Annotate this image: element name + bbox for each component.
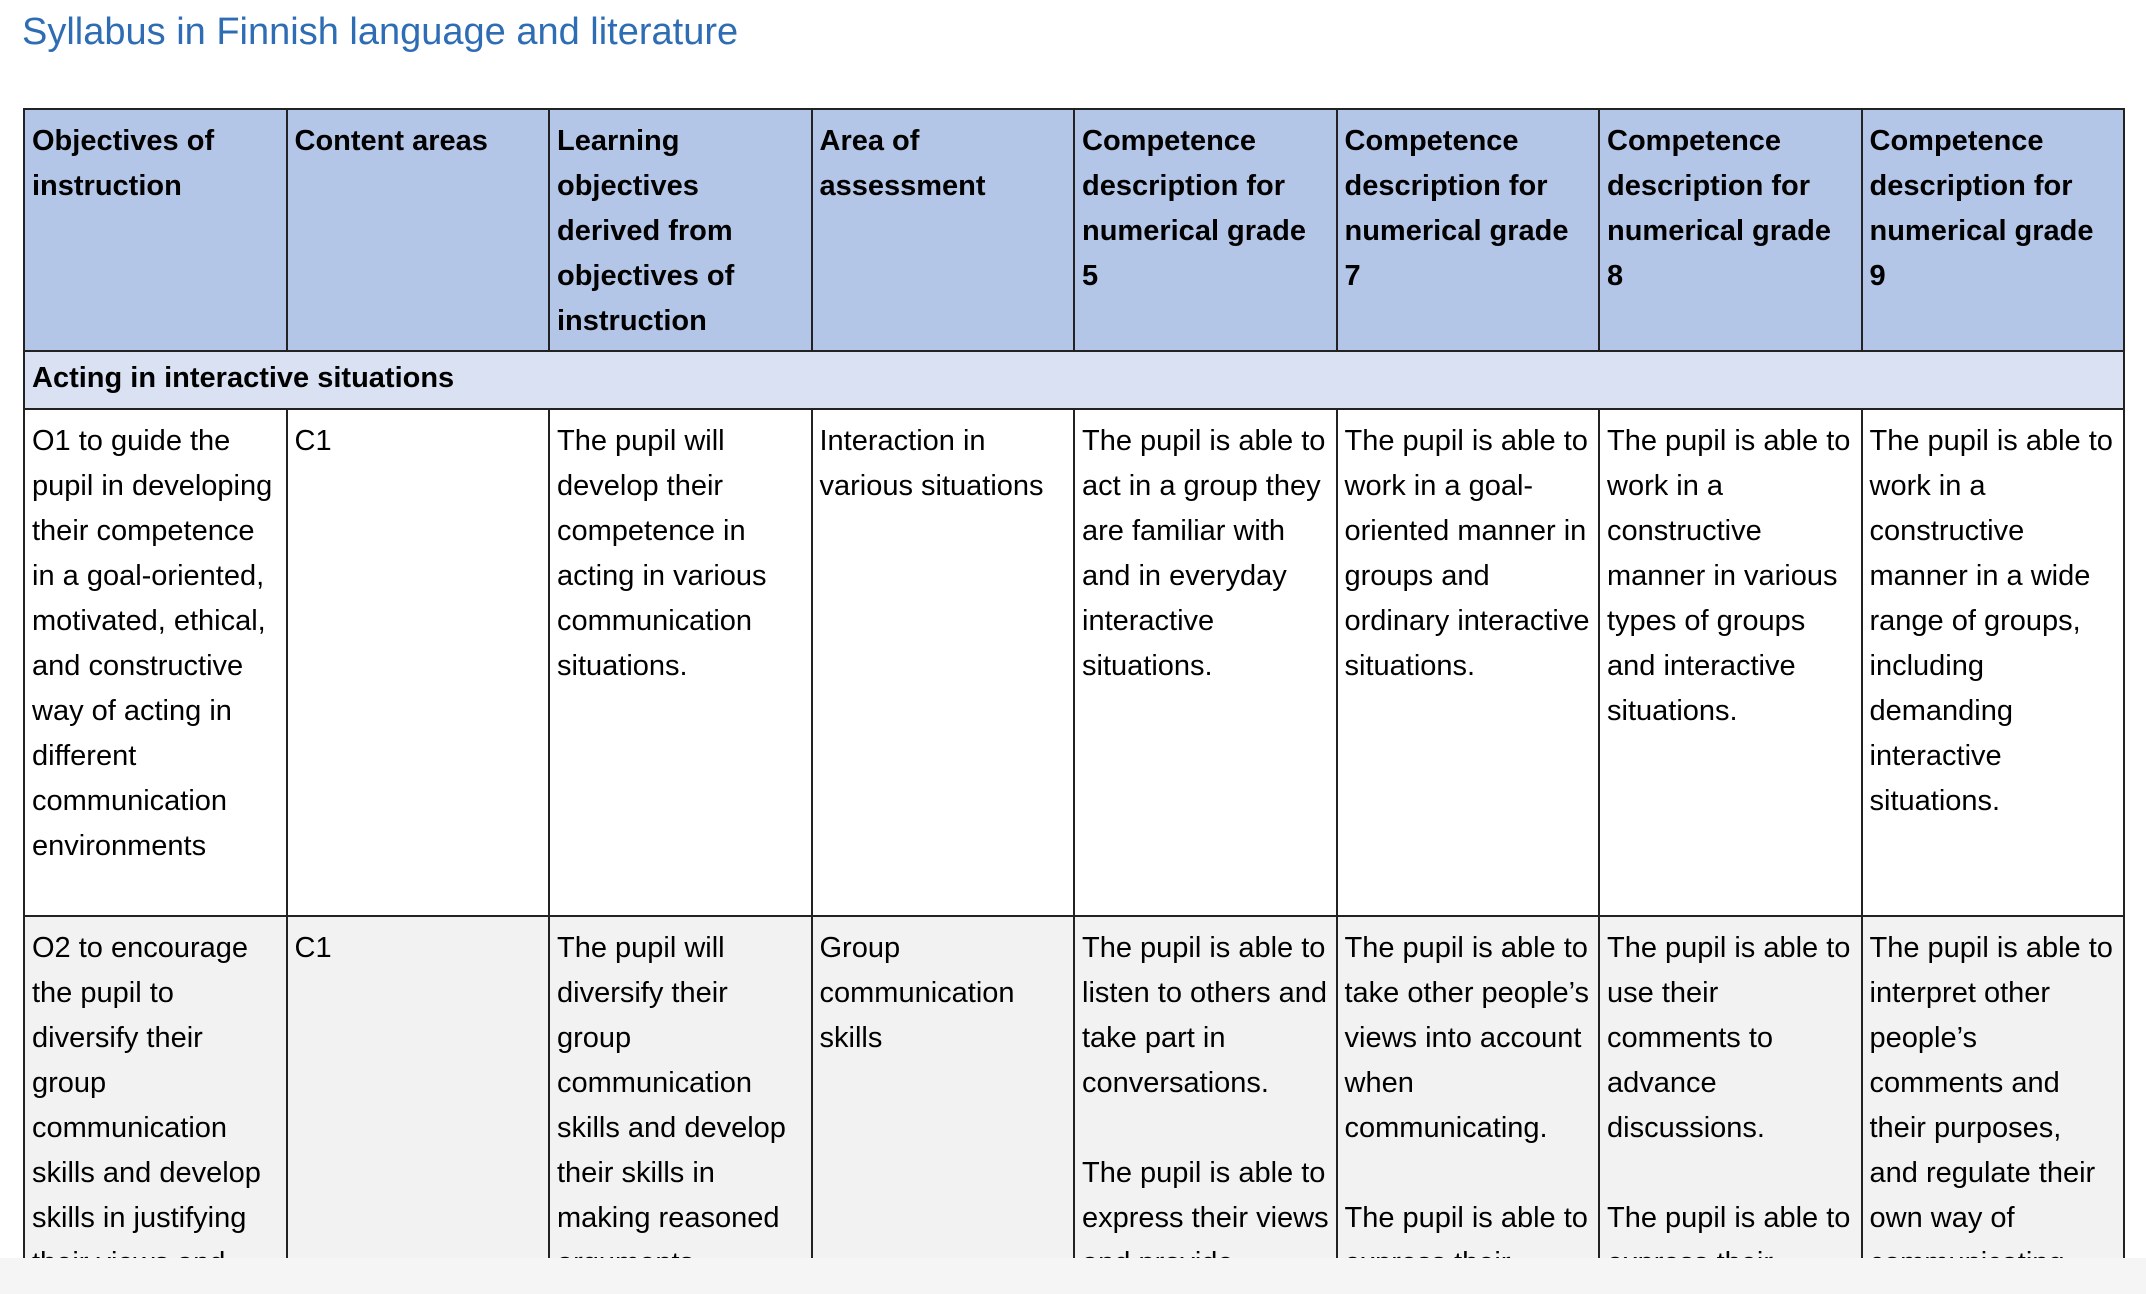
grade-7-cell: The pupil is able to work in a goal-oriented manner in groups and ordinary interactive situations. (1337, 409, 1600, 916)
header-grade-7: Competence description for numerical grade 7 (1337, 109, 1600, 351)
header-area-of-assessment: Area of assessment (812, 109, 1075, 351)
grade-7-cell: The pupil is able to take other people’s views into account when communicating. The pupil is able to (1337, 916, 1600, 1293)
header-grade-5: Competence description for numerical grade 5 (1074, 109, 1337, 351)
header-content-areas: Content areas (287, 109, 550, 351)
header-objectives: Objectives of instruction (24, 109, 287, 351)
assessment-area-cell: Interaction in various situations (812, 409, 1075, 916)
document-title: Syllabus in Finnish language and literature (22, 11, 739, 53)
header-learning-objectives: Learning objectives derived from objectives of instruction (549, 109, 812, 351)
page-bottom-margin (0, 1258, 2146, 1294)
table-row (24, 409, 2124, 916)
header-grade-8: Competence description for numerical grade 8 (1599, 109, 1862, 351)
assessment-area-cell: Group communication skills (812, 916, 1075, 1293)
section-heading: Acting in interactive situations (24, 351, 2124, 409)
grade-9-cell: The pupil is able to interpret other people’s comments and their purposes, and regulate their own way of (1862, 916, 2125, 1293)
grade-8-cell: The pupil is able to use their comments to advance discussions. The pupil is able to (1599, 916, 1862, 1293)
section-row (24, 351, 2124, 409)
content-area-cell: C1 (287, 409, 550, 916)
header-grade-9: Competence description for numerical grade 9 (1862, 109, 2125, 351)
grade-5-cell: The pupil is able to act in a group they are familiar with and in everyday interactive situations. (1074, 409, 1337, 916)
learning-objective-cell: The pupil will develop their competence in acting in various communication situations. (549, 409, 812, 916)
grade-9-cell: The pupil is able to work in a constructive manner in a wide range of groups, including demanding interactive situations. (1862, 409, 2125, 916)
content-area-cell: C1 (287, 916, 550, 1293)
syllabus-table (23, 108, 2125, 1294)
grade-8-cell: The pupil is able to work in a constructive manner in various types of groups and interactive situations. (1599, 409, 1862, 916)
header-row (24, 109, 2124, 351)
table-row (24, 916, 2124, 1293)
learning-objective-cell: The pupil will diversify their group communication skills and develop their skills in making reasoned (549, 916, 812, 1293)
grade-5-cell: The pupil is able to listen to others and take part in conversations. The pupil is able to express their views (1074, 916, 1337, 1293)
objective-cell: O1 to guide the pupil in developing their competence in a goal-oriented, motivated, ethical, and constructive way of acting in different communication environments (24, 409, 287, 916)
objective-cell: O2 to encourage the pupil to diversify their group communication skills and develop skills in justifying (24, 916, 287, 1293)
